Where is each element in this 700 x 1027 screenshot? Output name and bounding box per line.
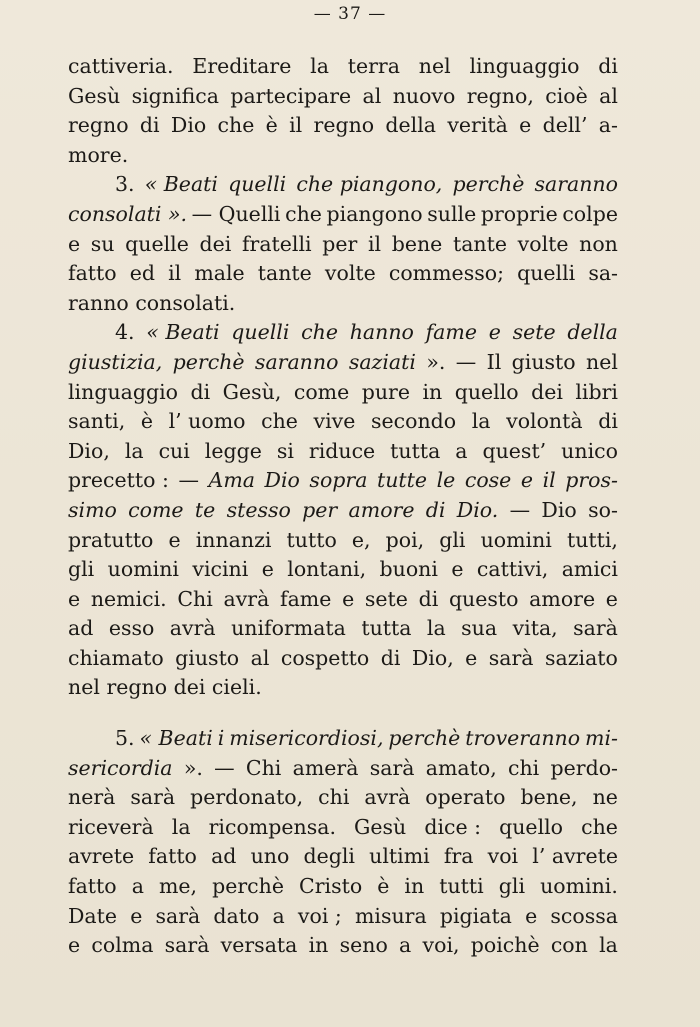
text-line: precetto : — Ama Dio sopra tutte le cose e il pros- (68, 468, 618, 493)
text-line: Dio, la cui legge si riduce tutta a quest’ unico (68, 438, 618, 463)
text-line: Gesù significa partecipare al nuovo regno, cioè al (68, 83, 618, 108)
text-line: fatto ed il male tante volte commesso; quelli sa- (68, 261, 618, 286)
text-line: avrete fatto ad uno degli ultimi fra voi l’ avrete (68, 844, 618, 869)
text-line: e su quelle dei fratelli per il bene tante volte non (68, 231, 618, 256)
text-line: riceverà la ricompensa. Gesù dice : quello che (68, 814, 618, 839)
text-line: e nemici. Chi avrà fame e sete di questo amore e (68, 586, 618, 611)
text-line: pratutto e innanzi tutto e, poi, gli uomini tutti, (68, 527, 618, 552)
text-line: sericordia ». — Chi amerà sarà amato, chi perdo- (68, 755, 618, 780)
page-number: — 37 — (313, 4, 387, 24)
text-line: ranno consolati. (68, 290, 236, 315)
text-line: giustizia, perchè saranno saziati ». — Il giusto nel (68, 349, 618, 374)
text-line: consolati ». — Quelli che piangono sulle proprie colpe (68, 201, 618, 226)
text-line: nel regno dei cieli. (68, 675, 262, 700)
paragraph-beatitude-4 (68, 318, 618, 703)
text-line: Date e sarà dato a voi ; misura pigiata e scossa (68, 903, 618, 928)
text-line: gli uomini vicini e lontani, buoni e cattivi, amici (68, 557, 618, 582)
text-line: e colma sarà versata in seno a voi, poichè con la (68, 933, 618, 958)
text-line: ad esso avrà uniformata tutta la sua vita, sarà (68, 616, 618, 641)
text-line: santi, è l’ uomo che vive secondo la volontà di (68, 409, 618, 434)
text-line: chiamato giusto al cospetto di Dio, e sarà saziato (68, 645, 618, 670)
text-body (68, 52, 618, 961)
paragraph-continuation (68, 52, 618, 170)
paragraph-beatitude-3 (68, 170, 618, 318)
text-line: simo come te stesso per amore di Dio. — Dio so- (68, 497, 618, 522)
text-line: nerà sarà perdonato, chi avrà operato bene, ne (68, 785, 618, 810)
text-line: more. (68, 142, 129, 167)
text-line: cattiveria. Ereditare la terra nel linguaggio di (68, 54, 618, 78)
text-line: 4. « Beati quelli che hanno fame e sete della (115, 320, 618, 345)
text-line: fatto a me, perchè Cristo è in tutti gli uomini. (68, 874, 618, 899)
text-line: 3. « Beati quelli che piangono, perchè saranno (115, 172, 618, 197)
text-line: 5. « Beati i misericordiosi, perchè troveranno mi- (115, 726, 618, 751)
text-line: linguaggio di Gesù, come pure in quello dei libri (68, 379, 618, 404)
paragraph-gap (68, 703, 618, 724)
paragraph-beatitude-5 (68, 724, 618, 961)
text-line: regno di Dio che è il regno della verità e dell’ a- (68, 113, 618, 138)
